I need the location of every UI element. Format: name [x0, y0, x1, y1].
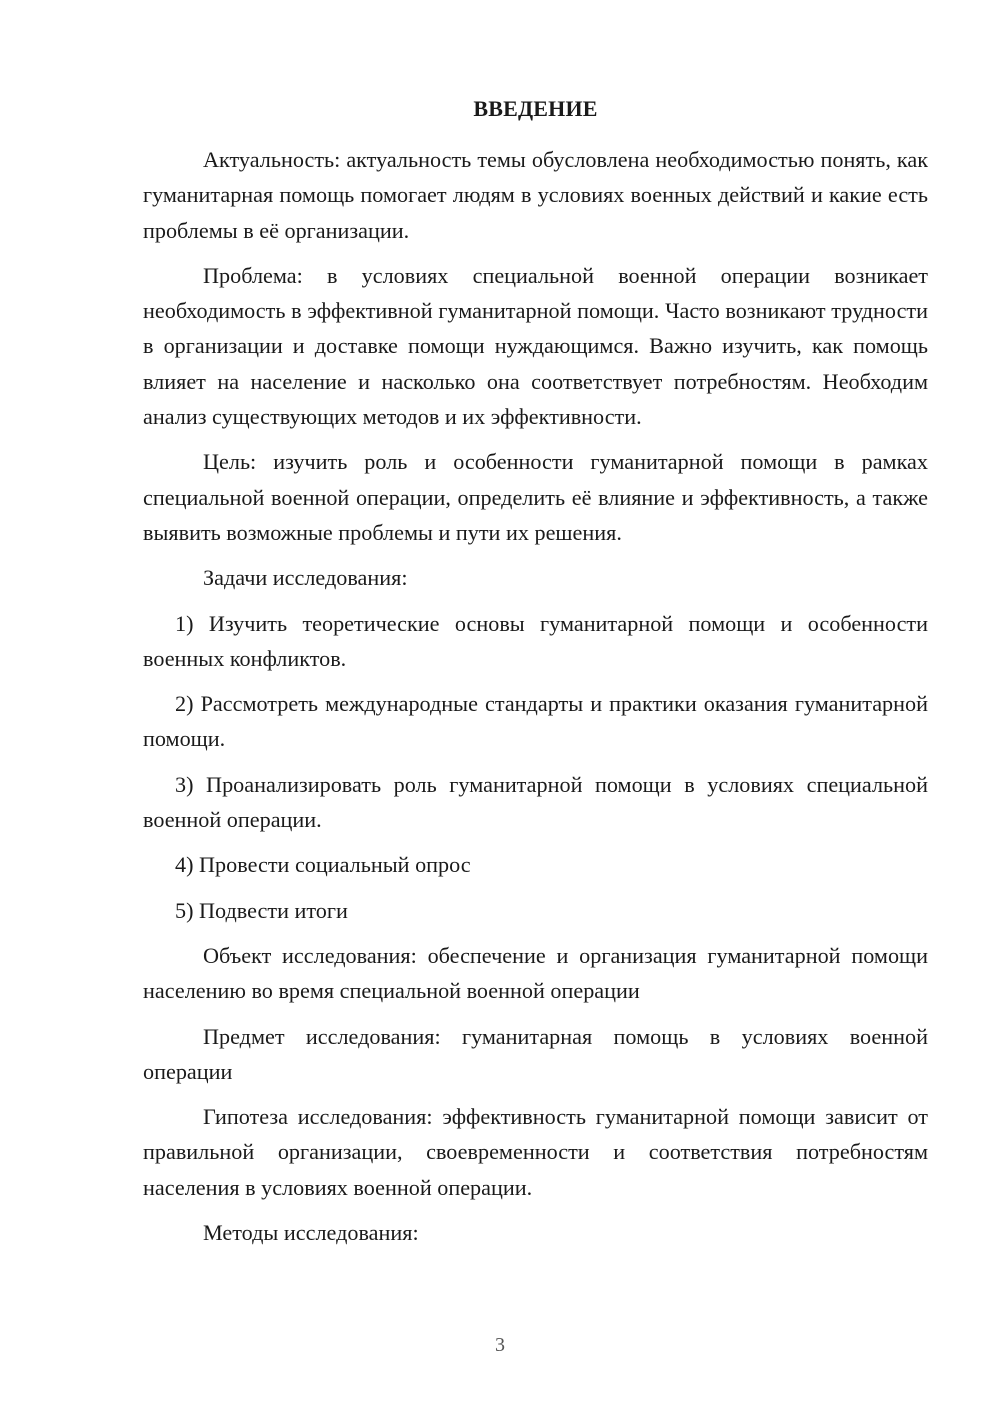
paragraph-object: Объект исследования: обеспечение и организация гуманитарной помощи населению во время специальной военной операции: [143, 942, 928, 1004]
section-title: ВВЕДЕНИЕ: [473, 96, 598, 121]
task-item-1: 1) Изучить теоретические основы гуманитарной помощи и особенности военных конфликтов.: [143, 610, 928, 671]
paragraph-subject: Предмет исследования: гуманитарная помощь в условиях военной операции: [143, 1023, 928, 1084]
page-number: 3: [495, 1334, 505, 1356]
paragraph-tasks-heading: Задачи исследования:: [203, 565, 408, 591]
task-item-3: 3) Проанализировать роль гуманитарной помощи в условиях специальной военной операции.: [143, 771, 928, 833]
paragraph-relevance: Актуальность: актуальность темы обусловлена необходимостью понять, как гуманитарная помощь помогает людям в условиях военных действий и какие есть проблемы в её организации.: [143, 147, 928, 243]
paragraph-problem: Проблема: в условиях специальной военной операции возникает необходимость в эффективной гуманитарной помощи. Часто возникают трудности в организации и доставке помощи нуждающимся. Важно изучить, как помощь влияет на население и насколько она соответствует потребностям. Необходим анализ существующих методов и их эффективности.: [143, 262, 928, 430]
paragraph-goal: Цель: изучить роль и особенности гуманитарной помощи в рамках специальной военной операции, определить её влияние и эффективность, а также выявить возможные проблемы и пути их решения.: [143, 449, 928, 545]
body-text: [143, 142, 928, 1260]
task-item-2: 2) Рассмотреть международные стандарты и практики оказания гуманитарной помощи.: [143, 691, 928, 752]
task-item-4: 4) Провести социальный опрос: [175, 852, 471, 878]
task-item-5: 5) Подвести итоги: [175, 897, 348, 923]
paragraph-methods: Методы исследования:: [203, 1220, 419, 1246]
paragraph-hypothesis: Гипотеза исследования: эффективность гуманитарной помощи зависит от правильной организации, своевременности и соответствия потребностям населения в условиях военной операции.: [143, 1104, 928, 1200]
